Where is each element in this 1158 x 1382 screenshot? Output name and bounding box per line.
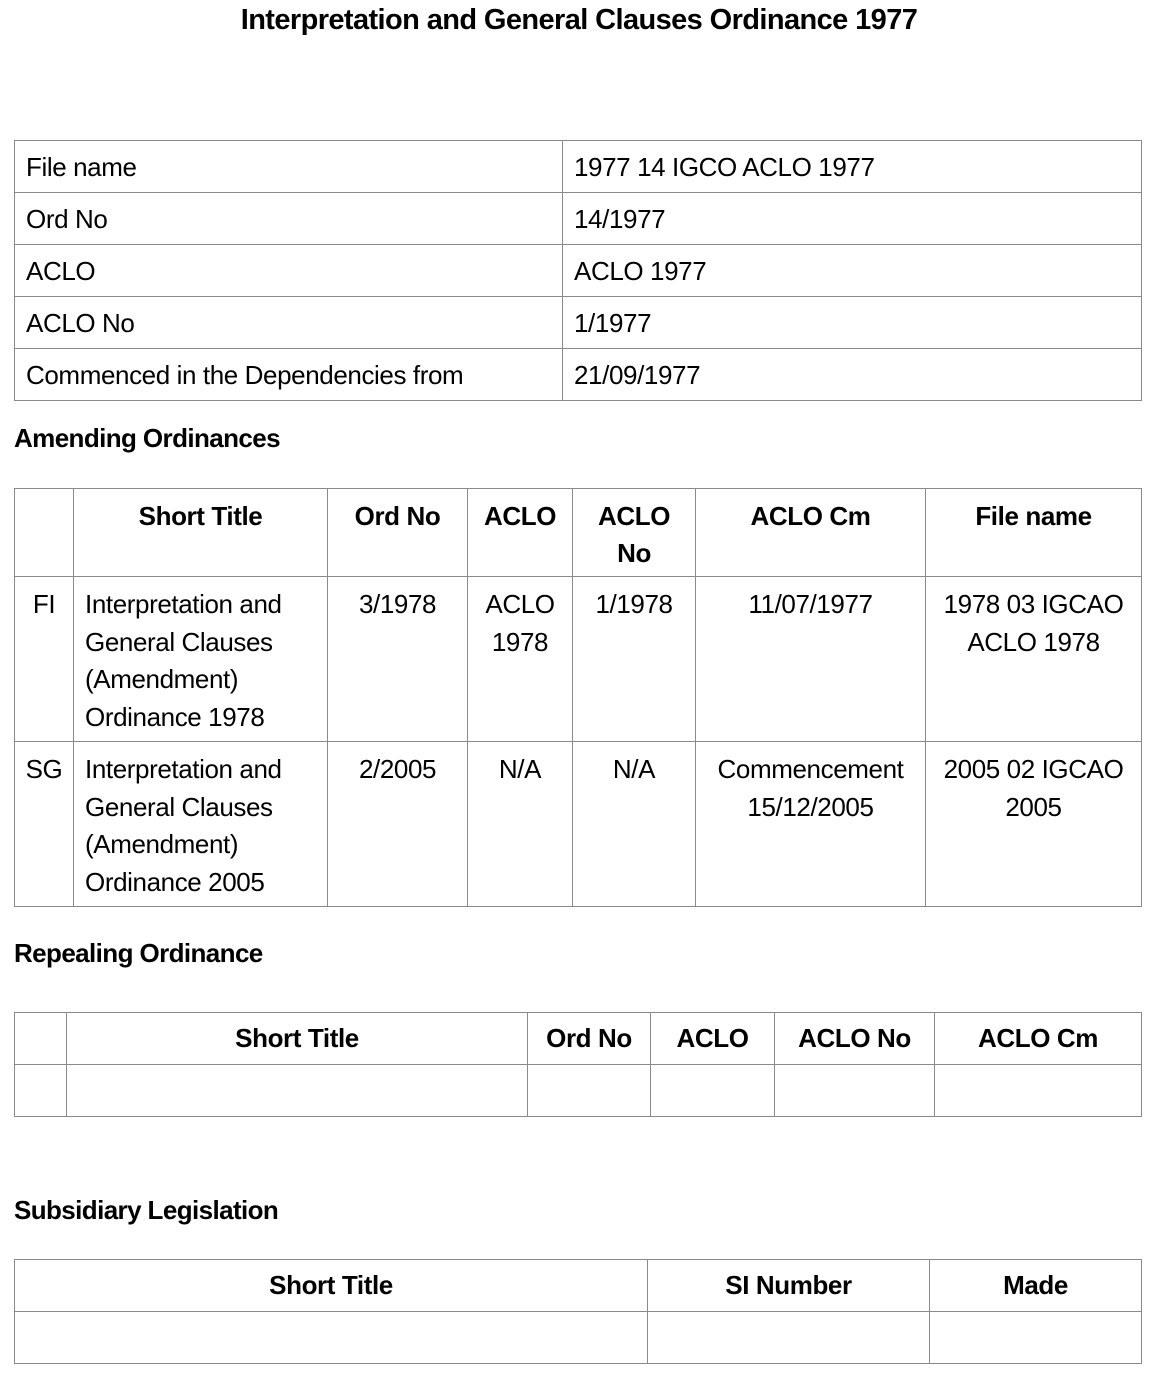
aclo-no-cell: 1/1978 [573, 577, 696, 742]
short-title-cell: Interpretation and General Clauses (Amendment) Ordinance 1978 [74, 577, 328, 742]
info-row-ord-no [15, 193, 1142, 245]
table-header-row [15, 489, 1142, 577]
aclo-cell [651, 1065, 775, 1117]
column-header-code [15, 1013, 67, 1065]
aclo-cell: ACLO 1978 [468, 577, 573, 742]
info-value: 1977 14 IGCO ACLO 1977 [563, 141, 1142, 193]
table-row [15, 577, 1142, 742]
column-header-ord-no: Ord No [528, 1013, 651, 1065]
short-title-cell [15, 1312, 648, 1364]
table-row [15, 1312, 1142, 1364]
info-label: Commenced in the Dependencies from [15, 349, 563, 401]
column-header-aclo-no: ACLO No [775, 1013, 935, 1065]
table-header-row [15, 1260, 1142, 1312]
amending-ordinances-heading: Amending Ordinances [14, 423, 280, 453]
ord-no-cell: 3/1978 [328, 577, 468, 742]
file-name-cell: 2005 02 IGCAO 2005 [926, 742, 1142, 907]
column-header-aclo: ACLO [468, 489, 573, 577]
made-cell [930, 1312, 1142, 1364]
document-title: Interpretation and General Clauses Ordinance 1977 [240, 4, 918, 36]
aclo-no-cell [775, 1065, 935, 1117]
info-value: ACLO 1977 [563, 245, 1142, 297]
subsidiary-legislation-heading: Subsidiary Legislation [14, 1195, 279, 1225]
ord-no-cell [528, 1065, 651, 1117]
column-header-file-name: File name [926, 489, 1142, 577]
short-title-cell [67, 1065, 528, 1117]
info-label: ACLO [15, 245, 563, 297]
column-header-ord-no: Ord No [328, 489, 468, 577]
column-header-short-title: Short Title [15, 1260, 648, 1312]
info-label: Ord No [15, 193, 563, 245]
aclo-cm-cell: Commencement 15/12/2005 [696, 742, 926, 907]
short-title-cell: Interpretation and General Clauses (Amendment) Ordinance 2005 [74, 742, 328, 907]
table-row [15, 1065, 1142, 1117]
info-row-aclo [15, 245, 1142, 297]
aclo-cell: N/A [468, 742, 573, 907]
jurisdiction-code [15, 1065, 67, 1117]
column-header-si-number: SI Number [648, 1260, 930, 1312]
column-header-made: Made [930, 1260, 1142, 1312]
file-name-cell: 1978 03 IGCAO ACLO 1978 [926, 577, 1142, 742]
column-header-aclo-no: ACLO No [573, 489, 696, 577]
repealing-ordinance-table [14, 1012, 1142, 1117]
si-number-cell [648, 1312, 930, 1364]
jurisdiction-code: FI [15, 577, 74, 742]
repealing-ordinance-heading: Repealing Ordinance [14, 938, 263, 968]
column-header-short-title: Short Title [74, 489, 328, 577]
aclo-cm-cell [935, 1065, 1142, 1117]
column-header-short-title: Short Title [67, 1013, 528, 1065]
ordinance-info-table [14, 140, 1142, 401]
info-row-commenced [15, 349, 1142, 401]
info-row-file-name [15, 141, 1142, 193]
info-value: 1/1977 [563, 297, 1142, 349]
ord-no-cell: 2/2005 [328, 742, 468, 907]
info-row-aclo-no [15, 297, 1142, 349]
column-header-aclo: ACLO [651, 1013, 775, 1065]
info-value: 14/1977 [563, 193, 1142, 245]
table-row [15, 742, 1142, 907]
column-header-aclo-cm: ACLO Cm [935, 1013, 1142, 1065]
info-value: 21/09/1977 [563, 349, 1142, 401]
aclo-cm-cell: 11/07/1977 [696, 577, 926, 742]
column-header-aclo-cm: ACLO Cm [696, 489, 926, 577]
amending-ordinances-table [14, 488, 1142, 907]
table-header-row [15, 1013, 1142, 1065]
subsidiary-legislation-table [14, 1259, 1142, 1364]
info-label: File name [15, 141, 563, 193]
jurisdiction-code: SG [15, 742, 74, 907]
column-header-code [15, 489, 74, 577]
aclo-no-cell: N/A [573, 742, 696, 907]
info-label: ACLO No [15, 297, 563, 349]
